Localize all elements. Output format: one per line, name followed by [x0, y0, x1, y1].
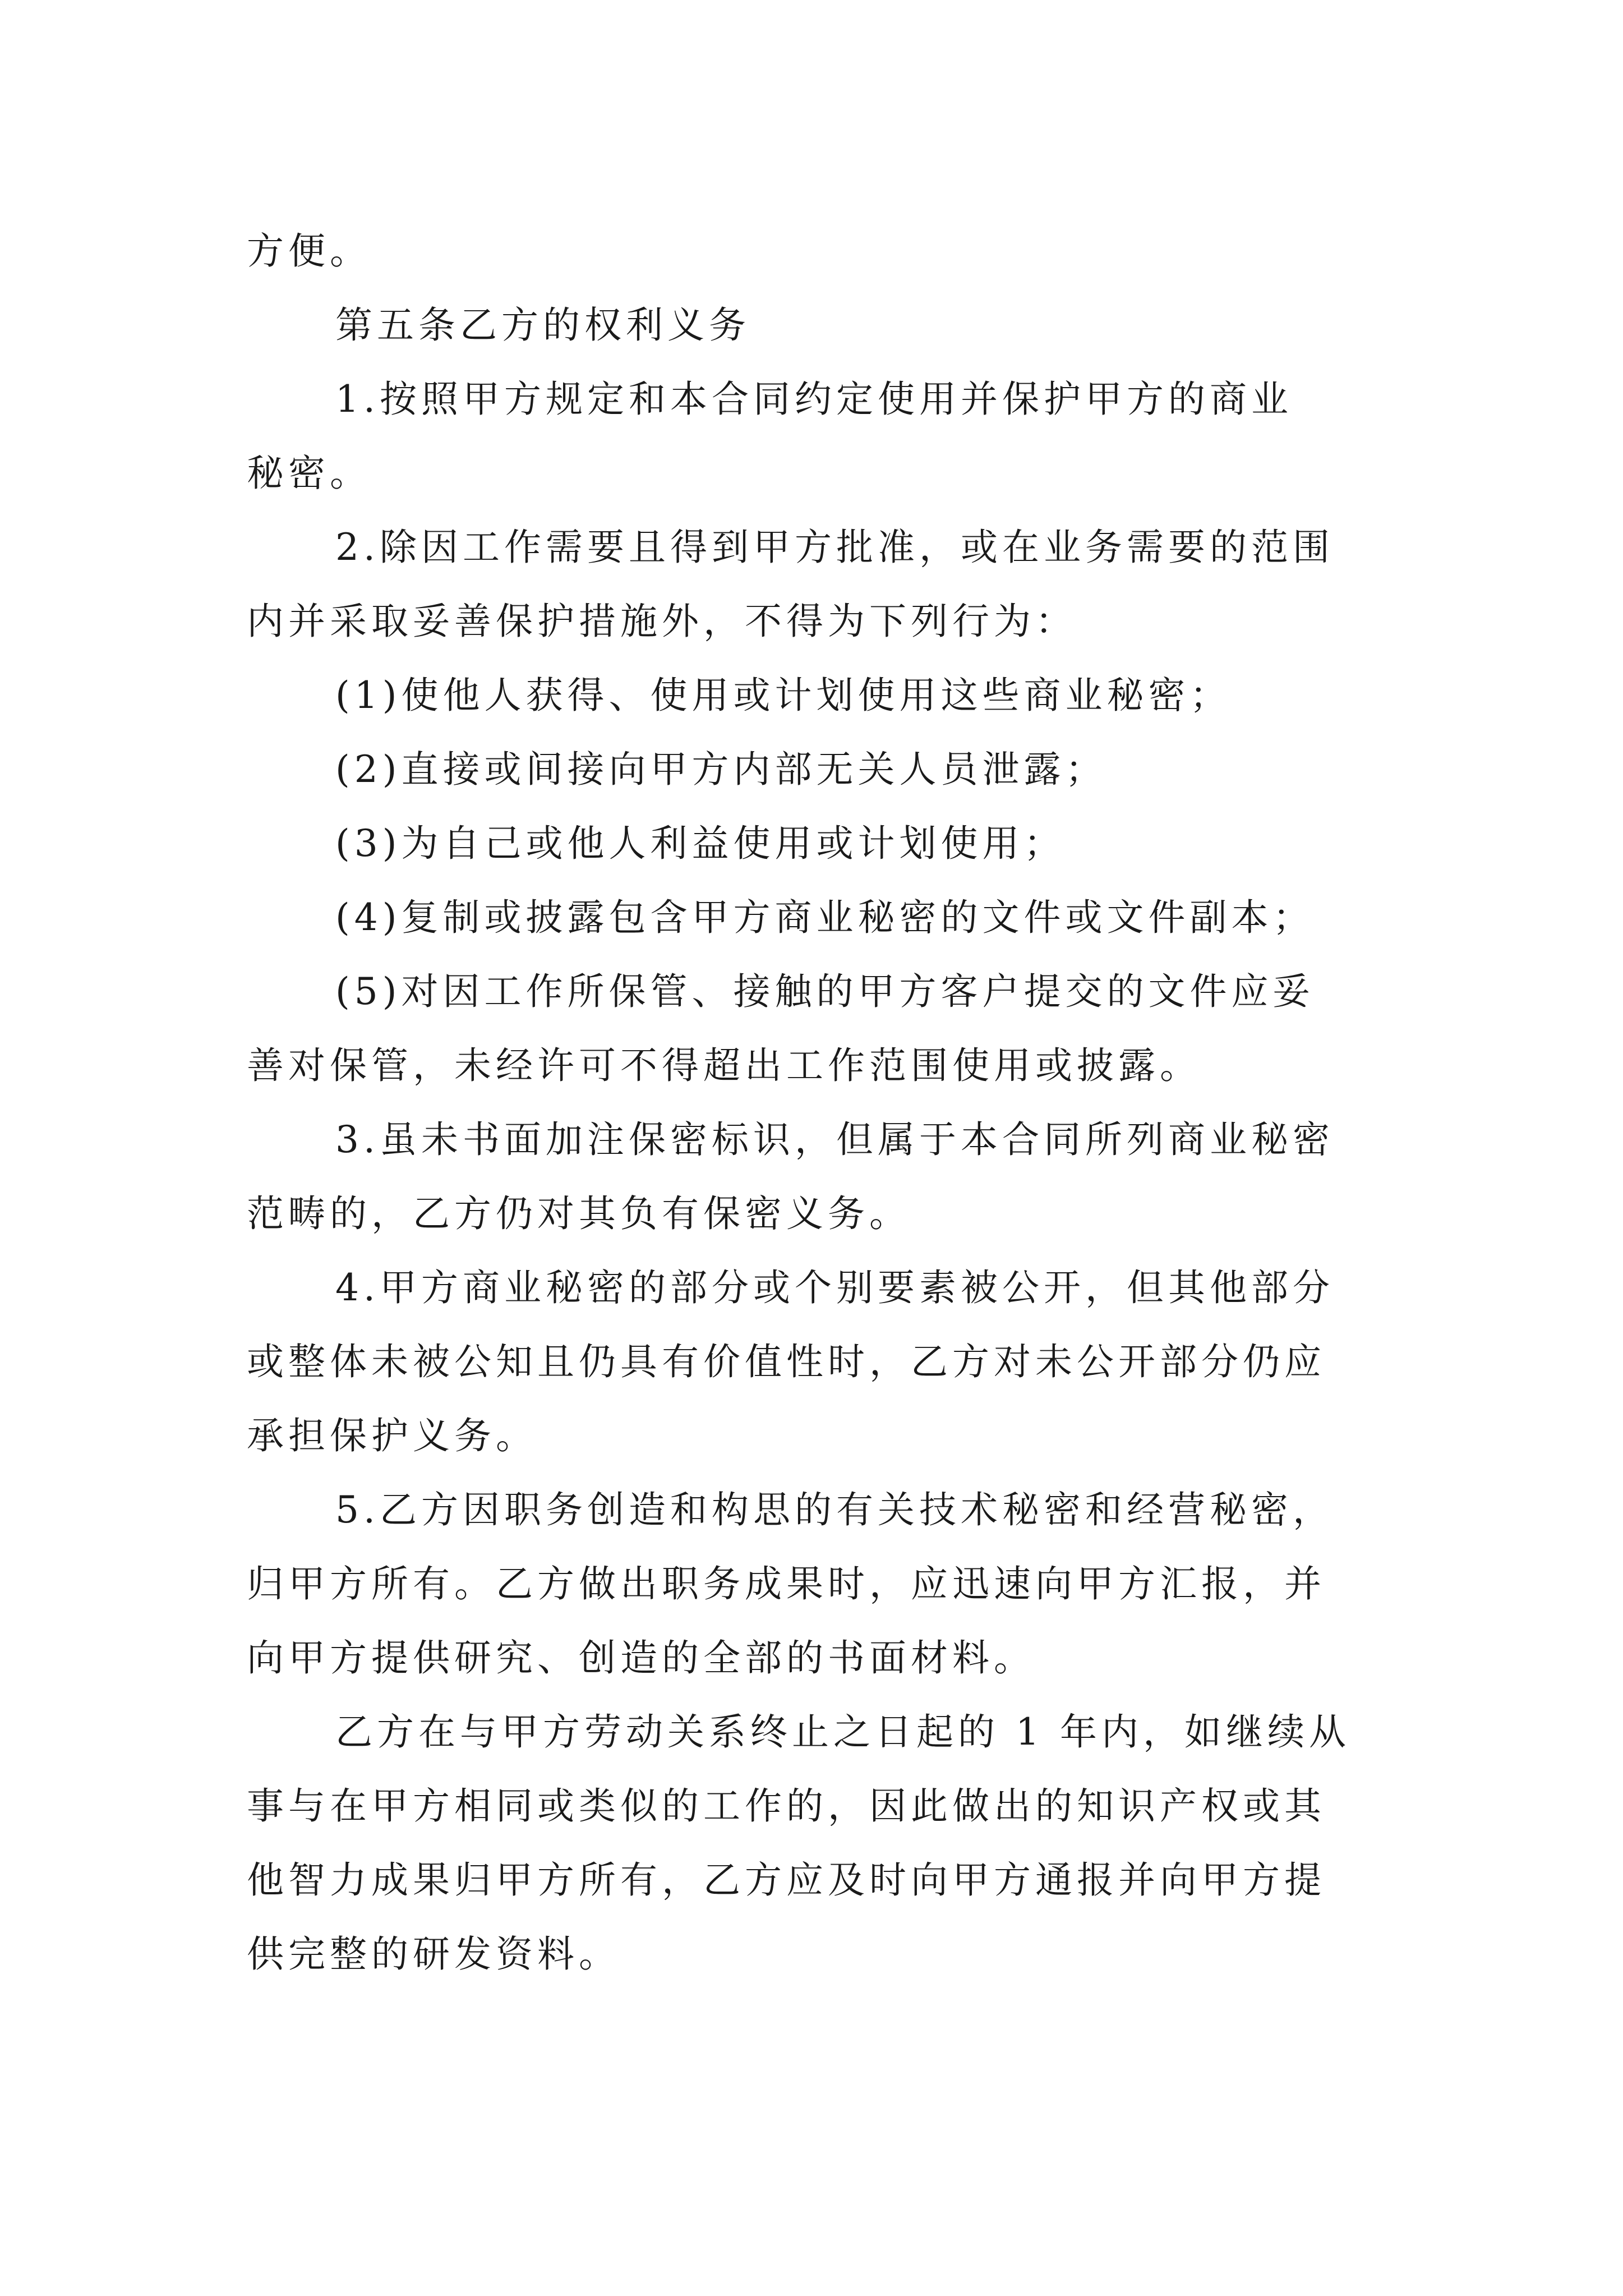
text-line: 向甲方提供研究、创造的全部的书面材料。	[247, 1636, 1035, 1680]
text-line: 方便。	[247, 229, 371, 273]
text-line: 3.虽未书面加注保密标识，但属于本合同所列商业秘密	[335, 1118, 1334, 1161]
list-item: (5)对因工作所保管、接触的甲方客户提交的文件应妥	[335, 970, 1315, 1013]
text-line: 供完整的研发资料。	[247, 1932, 620, 1976]
text-line: 归甲方所有。乙方做出职务成果时，应迅速向甲方汇报，并	[247, 1562, 1326, 1605]
text-line: 事与在甲方相同或类似的工作的，因此做出的知识产权或其	[247, 1784, 1326, 1828]
list-item: (3)为自己或他人利益使用或计划使用；	[335, 822, 1066, 865]
text-line: 乙方在与甲方劳动关系终止之日起的 1 年内，如继续从	[335, 1710, 1350, 1754]
text-line: 承担保护义务。	[247, 1414, 537, 1457]
text-line: 他智力成果归甲方所有，乙方应及时向甲方通报并向甲方提	[247, 1858, 1326, 1902]
text-line: 秘密。	[247, 452, 371, 495]
text-line: 范畴的，乙方仍对其负有保密义务。	[247, 1192, 911, 1235]
text-line: 内并采取妥善保护措施外，不得为下列行为：	[247, 600, 1077, 643]
text-line: 4.甲方商业秘密的部分或个别要素被公开，但其他部分	[335, 1266, 1334, 1309]
text-line: 或整体未被公知且仍具有价值性时，乙方对未公开部分仍应	[247, 1340, 1326, 1383]
list-item: (1)使他人获得、使用或计划使用这些商业秘密；	[335, 674, 1232, 717]
list-item: (2)直接或间接向甲方内部无关人员泄露；	[335, 748, 1107, 791]
text-line: 善对保管，未经许可不得超出工作范围使用或披露。	[247, 1044, 1201, 1087]
text-line: 5.乙方因职务创造和构思的有关技术秘密和经营秘密，	[335, 1488, 1334, 1531]
document-body	[247, 214, 1391, 1991]
list-item: (4)复制或披露包含甲方商业秘密的文件或文件副本；	[335, 896, 1315, 939]
article-heading: 第五条乙方的权利义务	[335, 303, 750, 347]
text-line: 2.除因工作需要且得到甲方批准，或在业务需要的范围	[335, 526, 1334, 569]
text-line: 1.按照甲方规定和本合同约定使用并保护甲方的商业	[335, 378, 1293, 421]
